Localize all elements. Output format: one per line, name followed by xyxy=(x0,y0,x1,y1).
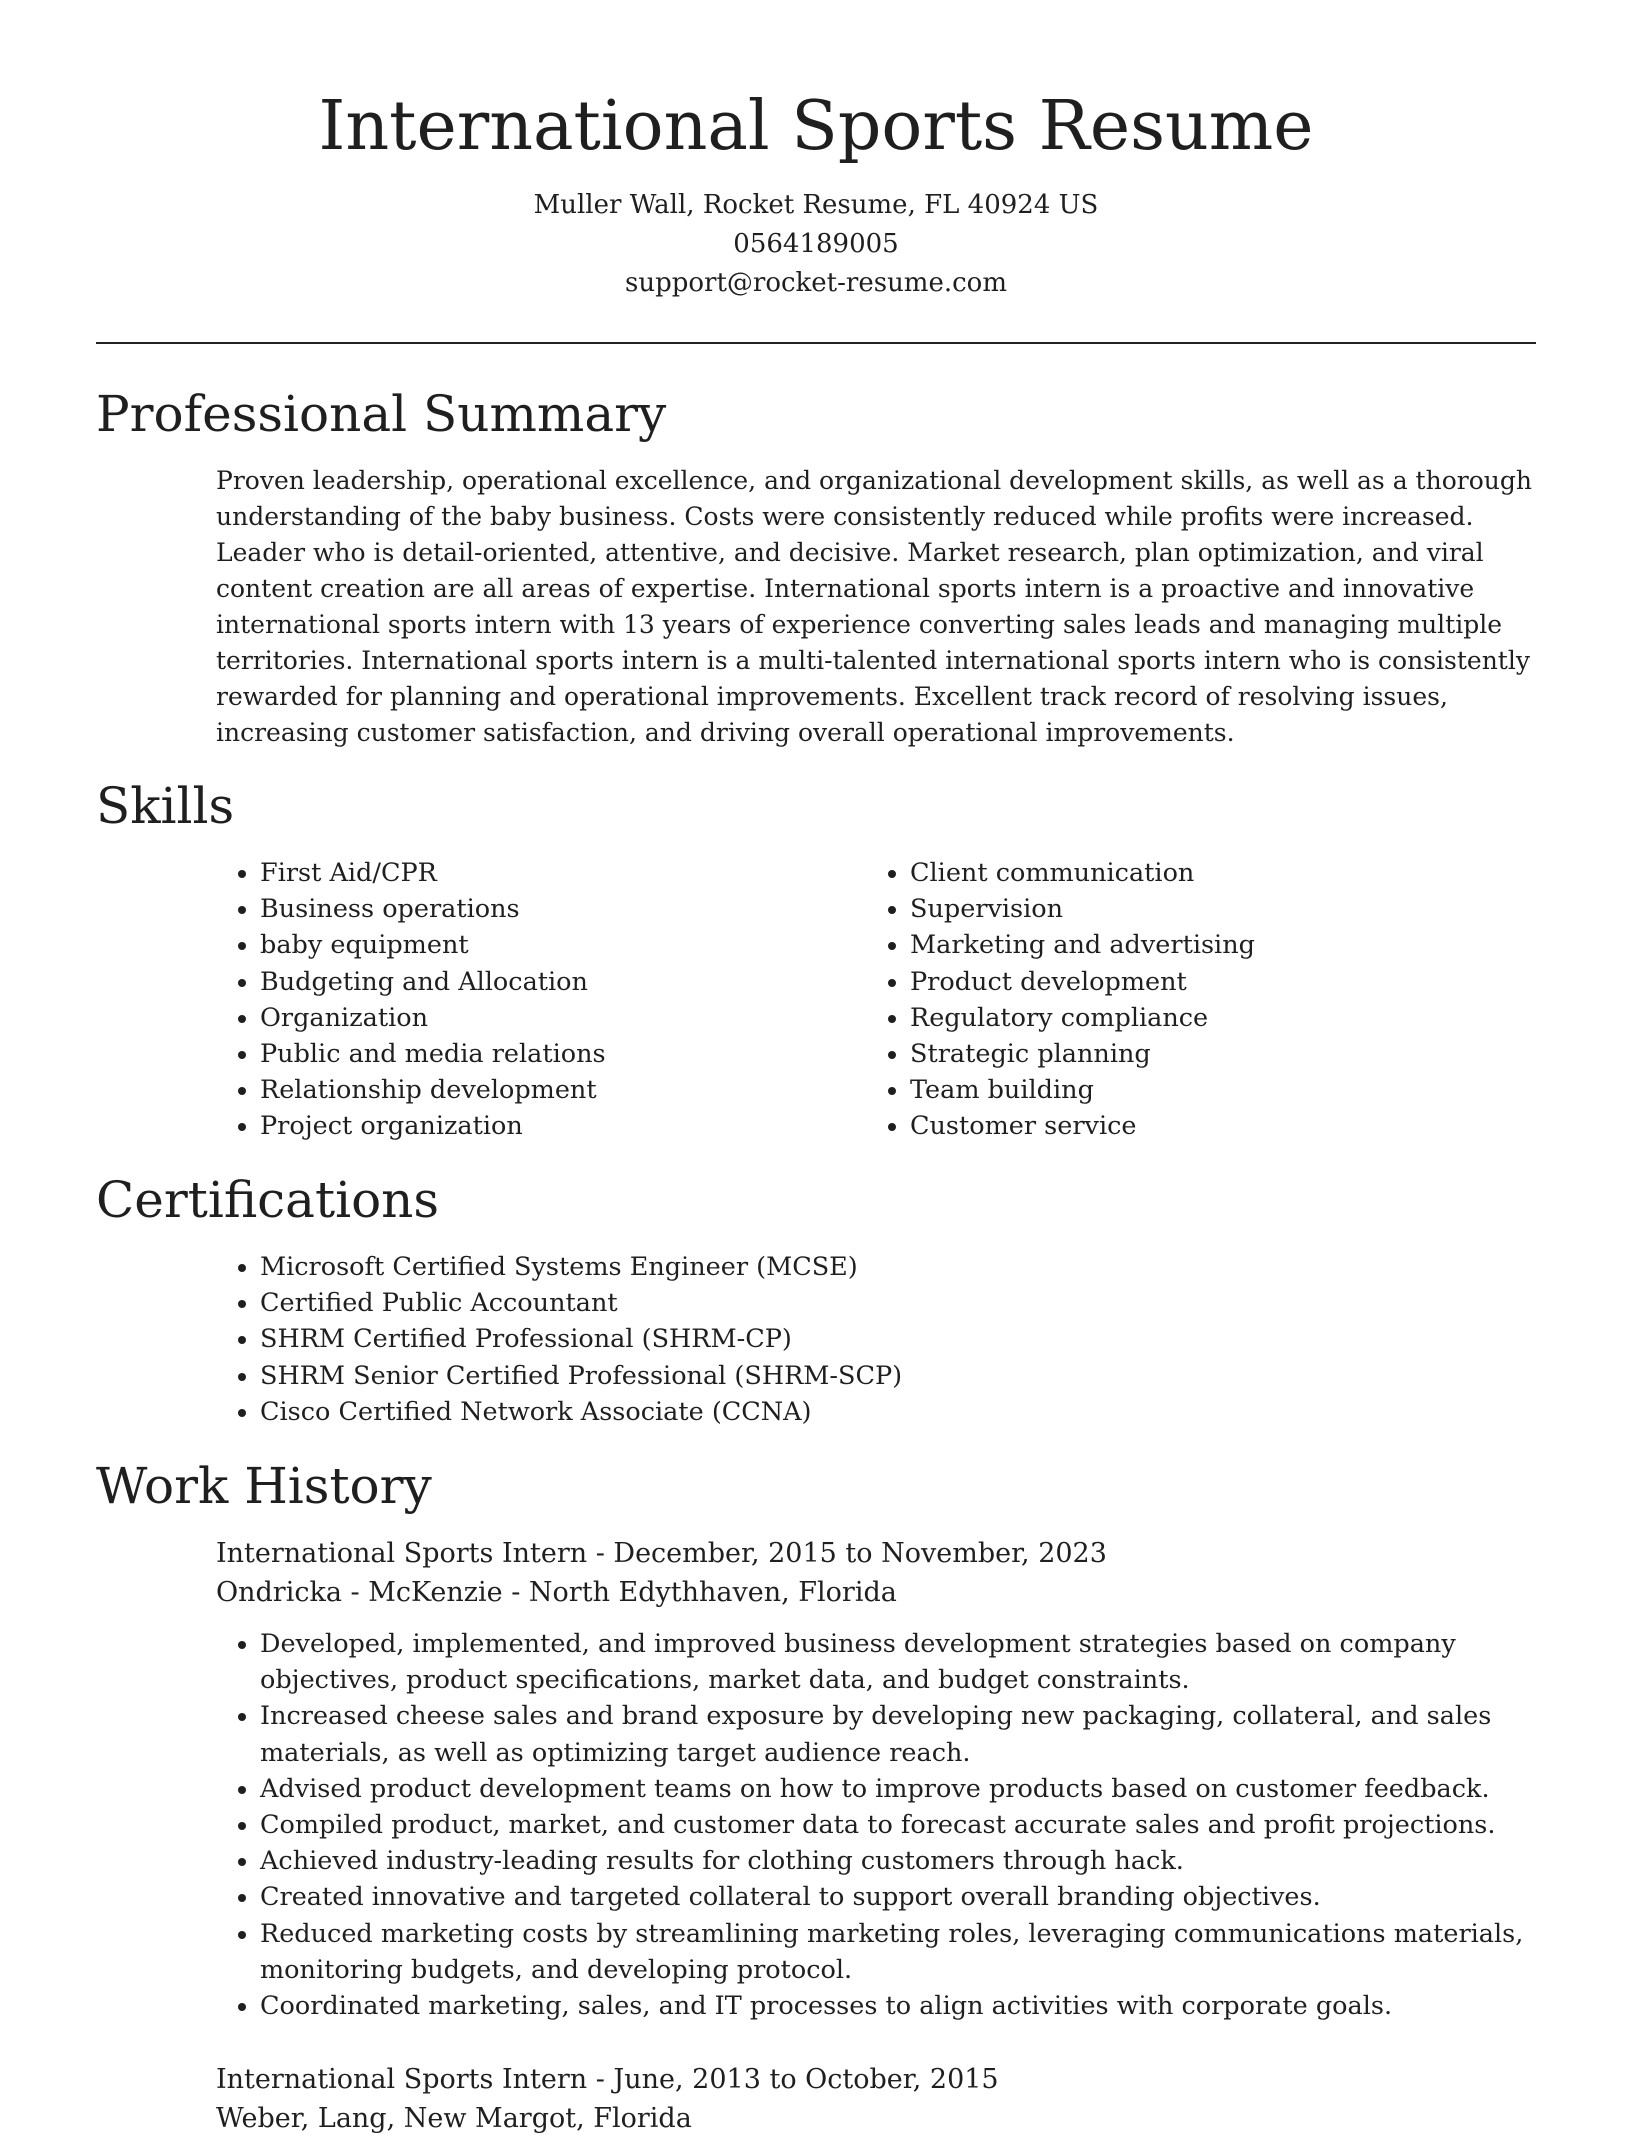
responsibility-item: • Reduced marketing costs by streamlining marketing roles, leveraging communications materials, monitoring budgets, and developing protocol. xyxy=(260,1916,1534,1988)
certification-item: • Cisco Certified Network Associate (CCNA) xyxy=(260,1394,1416,1430)
skill-item: • Supervision xyxy=(910,891,1466,927)
skill-item: • Product development xyxy=(910,964,1466,1000)
skill-item: • Budgeting and Allocation xyxy=(260,964,816,1000)
job-responsibilities-list xyxy=(216,1626,1534,2024)
job-role: International Sports Intern xyxy=(216,1538,588,1569)
responsibility-item: • Achieved industry-leading results for clothing customers through hack. xyxy=(260,1843,1534,1879)
header-divider xyxy=(96,342,1536,344)
job-title-line xyxy=(216,2060,1534,2099)
responsibility-item: • Compiled product, market, and customer data to forecast accurate sales and profit projections. xyxy=(260,1807,1534,1843)
contact-phone: 0564189005 xyxy=(733,229,899,259)
summary-text: Proven leadership, operational excellence, and organizational development skills, as well as a thorough understanding of the baby business. Costs were consistently reduced while profits were increased. Leader who is detail-oriented, attentive, and decisive. Market research, plan optimization, and viral content creation are all areas of expertise. International sports intern is a proactive and innovative international sports intern with 13 years of experience converting sales leads and managing multiple territories. International sports intern is a multi-talented international sports intern who is consistently rewarded for planning and operational improvements. Excellent track record of resolving issues, increasing customer satisfaction, and driving overall operational improvements. xyxy=(216,466,1532,747)
skill-item: • Client communication xyxy=(910,855,1466,891)
skill-item: • Public and media relations xyxy=(260,1036,816,1072)
resume-title: International Sports Resume xyxy=(318,87,1314,166)
job-company: Ondricka - McKenzie xyxy=(216,1577,503,1608)
contact-email: support@rocket-resume.com xyxy=(624,268,1007,298)
work-history-heading: Work History xyxy=(96,1457,432,1515)
skill-item: • baby equipment xyxy=(260,927,816,963)
certifications-list xyxy=(216,1249,1416,1430)
certifications-heading: Certifications xyxy=(96,1171,440,1229)
summary-heading: Professional Summary xyxy=(96,385,667,443)
responsibility-item: • Created innovative and targeted collateral to support overall branding objectives. xyxy=(260,1879,1534,1915)
skill-item: • Organization xyxy=(260,1000,816,1036)
job-role: International Sports Intern xyxy=(216,2064,588,2095)
skills-list-left xyxy=(216,855,816,1145)
job-company: Weber, Lang, New Margot, Florida xyxy=(216,2103,692,2134)
skill-item: • First Aid/CPR xyxy=(260,855,816,891)
job-dates: - December, 2015 to November, 2023 xyxy=(587,1538,1107,1569)
responsibility-item: • Coordinated marketing, sales, and IT processes to align activities with corporate goals. xyxy=(260,1988,1534,2024)
skills-list-right xyxy=(866,855,1466,1145)
skill-item: • Project organization xyxy=(260,1108,816,1144)
skills-heading: Skills xyxy=(96,777,235,835)
resume-header xyxy=(96,82,1536,303)
skill-item: • Relationship development xyxy=(260,1072,816,1108)
contact-address: Muller Wall, Rocket Resume, FL 40924 US xyxy=(533,190,1099,220)
job-dates: - June, 2013 to October, 2015 xyxy=(587,2064,999,2095)
skill-item: • Business operations xyxy=(260,891,816,927)
certification-item: • SHRM Senior Certified Professional (SHRM-SCP) xyxy=(260,1358,1416,1394)
job-bullets xyxy=(216,1626,1534,2024)
skill-item: • Customer service xyxy=(910,1108,1466,1144)
skills-column-right xyxy=(866,855,1466,1145)
responsibility-item: • Increased cheese sales and brand exposure by developing new packaging, collateral, and sales materials, as well as optimizing target audience reach. xyxy=(260,1698,1534,1770)
certification-item: • SHRM Certified Professional (SHRM-CP) xyxy=(260,1321,1416,1357)
certification-item: • Microsoft Certified Systems Engineer (MCSE) xyxy=(260,1249,1416,1285)
job-company-line xyxy=(216,2099,1534,2138)
job-company-line xyxy=(216,1573,1534,1612)
certifications-block xyxy=(216,1249,1416,1430)
job-location: - North Edythhaven, Florida xyxy=(502,1577,897,1608)
responsibility-item: • Developed, implemented, and improved business development strategies based on company objectives, product specifications, market data, and budget constraints. xyxy=(260,1626,1534,1698)
certification-item: • Certified Public Accountant xyxy=(260,1285,1416,1321)
skill-item: • Regulatory compliance xyxy=(910,1000,1466,1036)
responsibility-item: • Advised product development teams on how to improve products based on customer feedback. xyxy=(260,1771,1534,1807)
skill-item: • Strategic planning xyxy=(910,1036,1466,1072)
skill-item: • Marketing and advertising xyxy=(910,927,1466,963)
skill-item: • Team building xyxy=(910,1072,1466,1108)
job-entry xyxy=(216,2060,1534,2138)
skills-column-left xyxy=(216,855,816,1145)
job-entry xyxy=(216,1534,1534,2024)
job-title-line xyxy=(216,1534,1534,1573)
